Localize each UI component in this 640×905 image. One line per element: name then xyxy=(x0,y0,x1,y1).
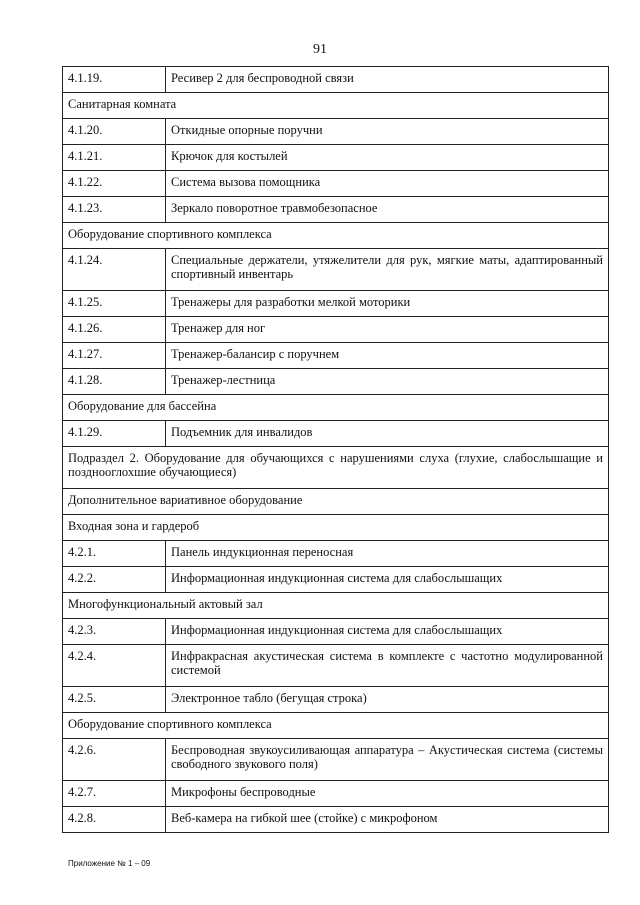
table-row xyxy=(63,645,609,687)
item-text: Тренажер-лестница xyxy=(166,369,609,395)
table-row xyxy=(63,781,609,807)
table-row xyxy=(63,67,609,93)
table-row xyxy=(63,807,609,833)
item-text: Тренажеры для разработки мелкой моторики xyxy=(166,291,609,317)
item-number: 4.2.6. xyxy=(63,739,166,781)
section-row xyxy=(63,447,609,489)
item-number: 4.2.2. xyxy=(63,567,166,593)
item-number: 4.1.27. xyxy=(63,343,166,369)
item-number: 4.2.3. xyxy=(63,619,166,645)
table-row xyxy=(63,567,609,593)
page-number: 91 xyxy=(313,42,327,57)
item-number: 4.1.25. xyxy=(63,291,166,317)
item-text: Подъемник для инвалидов xyxy=(166,421,609,447)
table-row xyxy=(63,197,609,223)
table-row xyxy=(63,739,609,781)
item-text: Крючок для костылей xyxy=(166,145,609,171)
table-row xyxy=(63,317,609,343)
item-text: Веб-камера на гибкой шее (стойке) с микрофоном xyxy=(166,807,609,833)
item-text: Тренажер для ног xyxy=(166,317,609,343)
table-row xyxy=(63,119,609,145)
section-row xyxy=(63,593,609,619)
section-heading: Санитарная комната xyxy=(63,93,609,119)
item-number: 4.1.23. xyxy=(63,197,166,223)
item-number: 4.2.7. xyxy=(63,781,166,807)
item-text: Микрофоны беспроводные xyxy=(166,781,609,807)
section-row xyxy=(63,515,609,541)
item-number: 4.1.21. xyxy=(63,145,166,171)
item-number: 4.1.24. xyxy=(63,249,166,291)
item-text: Система вызова помощника xyxy=(166,171,609,197)
item-number: 4.1.26. xyxy=(63,317,166,343)
section-heading: Оборудование спортивного комплекса xyxy=(63,223,609,249)
table-row xyxy=(63,291,609,317)
section-row xyxy=(63,713,609,739)
table-row xyxy=(63,343,609,369)
table-row xyxy=(63,171,609,197)
item-text: Специальные держатели, утяжелители для рук, мягкие маты, адаптированный спортивный инвентарь xyxy=(166,249,609,291)
item-number: 4.1.19. xyxy=(63,67,166,93)
item-number: 4.2.5. xyxy=(63,687,166,713)
item-number: 4.2.1. xyxy=(63,541,166,567)
section-heading: Входная зона и гардероб xyxy=(63,515,609,541)
table-row xyxy=(63,541,609,567)
subsection-heading: Подраздел 2. Оборудование для обучающихся с нарушениями слуха (глухие, слабослышащие и позднооглохшие обучающиеся) xyxy=(63,447,609,489)
item-text: Электронное табло (бегущая строка) xyxy=(166,687,609,713)
section-row xyxy=(63,223,609,249)
item-text: Инфракрасная акустическая система в комплекте с частотно модулированной системой xyxy=(166,645,609,687)
table-row xyxy=(63,421,609,447)
item-text: Ресивер 2 для беспроводной связи xyxy=(166,67,609,93)
item-text: Зеркало поворотное травмобезопасное xyxy=(166,197,609,223)
table-row xyxy=(63,369,609,395)
section-heading: Оборудование спортивного комплекса xyxy=(63,713,609,739)
item-number: 4.1.20. xyxy=(63,119,166,145)
section-heading: Оборудование для бассейна xyxy=(63,395,609,421)
section-heading: Многофункциональный актовый зал xyxy=(63,593,609,619)
section-row xyxy=(63,395,609,421)
item-text: Информационная индукционная система для слабослышащих xyxy=(166,619,609,645)
item-text: Информационная индукционная система для слабослышащих xyxy=(166,567,609,593)
item-text: Панель индукционная переносная xyxy=(166,541,609,567)
table-row xyxy=(63,687,609,713)
equipment-table xyxy=(62,66,609,833)
footer-note: Приложение № 1 – 09 xyxy=(68,859,151,868)
table-row xyxy=(63,145,609,171)
item-text: Тренажер-балансир с поручнем xyxy=(166,343,609,369)
section-row xyxy=(63,93,609,119)
table-row xyxy=(63,619,609,645)
item-number: 4.1.29. xyxy=(63,421,166,447)
section-heading: Дополнительное вариативное оборудование xyxy=(63,489,609,515)
item-text: Беспроводная звукоусиливающая аппаратура – Акустическая система (системы свободного звукового поля) xyxy=(166,739,609,781)
item-text: Откидные опорные поручни xyxy=(166,119,609,145)
section-row xyxy=(63,489,609,515)
item-number: 4.1.28. xyxy=(63,369,166,395)
item-number: 4.2.8. xyxy=(63,807,166,833)
table-row xyxy=(63,249,609,291)
item-number: 4.1.22. xyxy=(63,171,166,197)
item-number: 4.2.4. xyxy=(63,645,166,687)
